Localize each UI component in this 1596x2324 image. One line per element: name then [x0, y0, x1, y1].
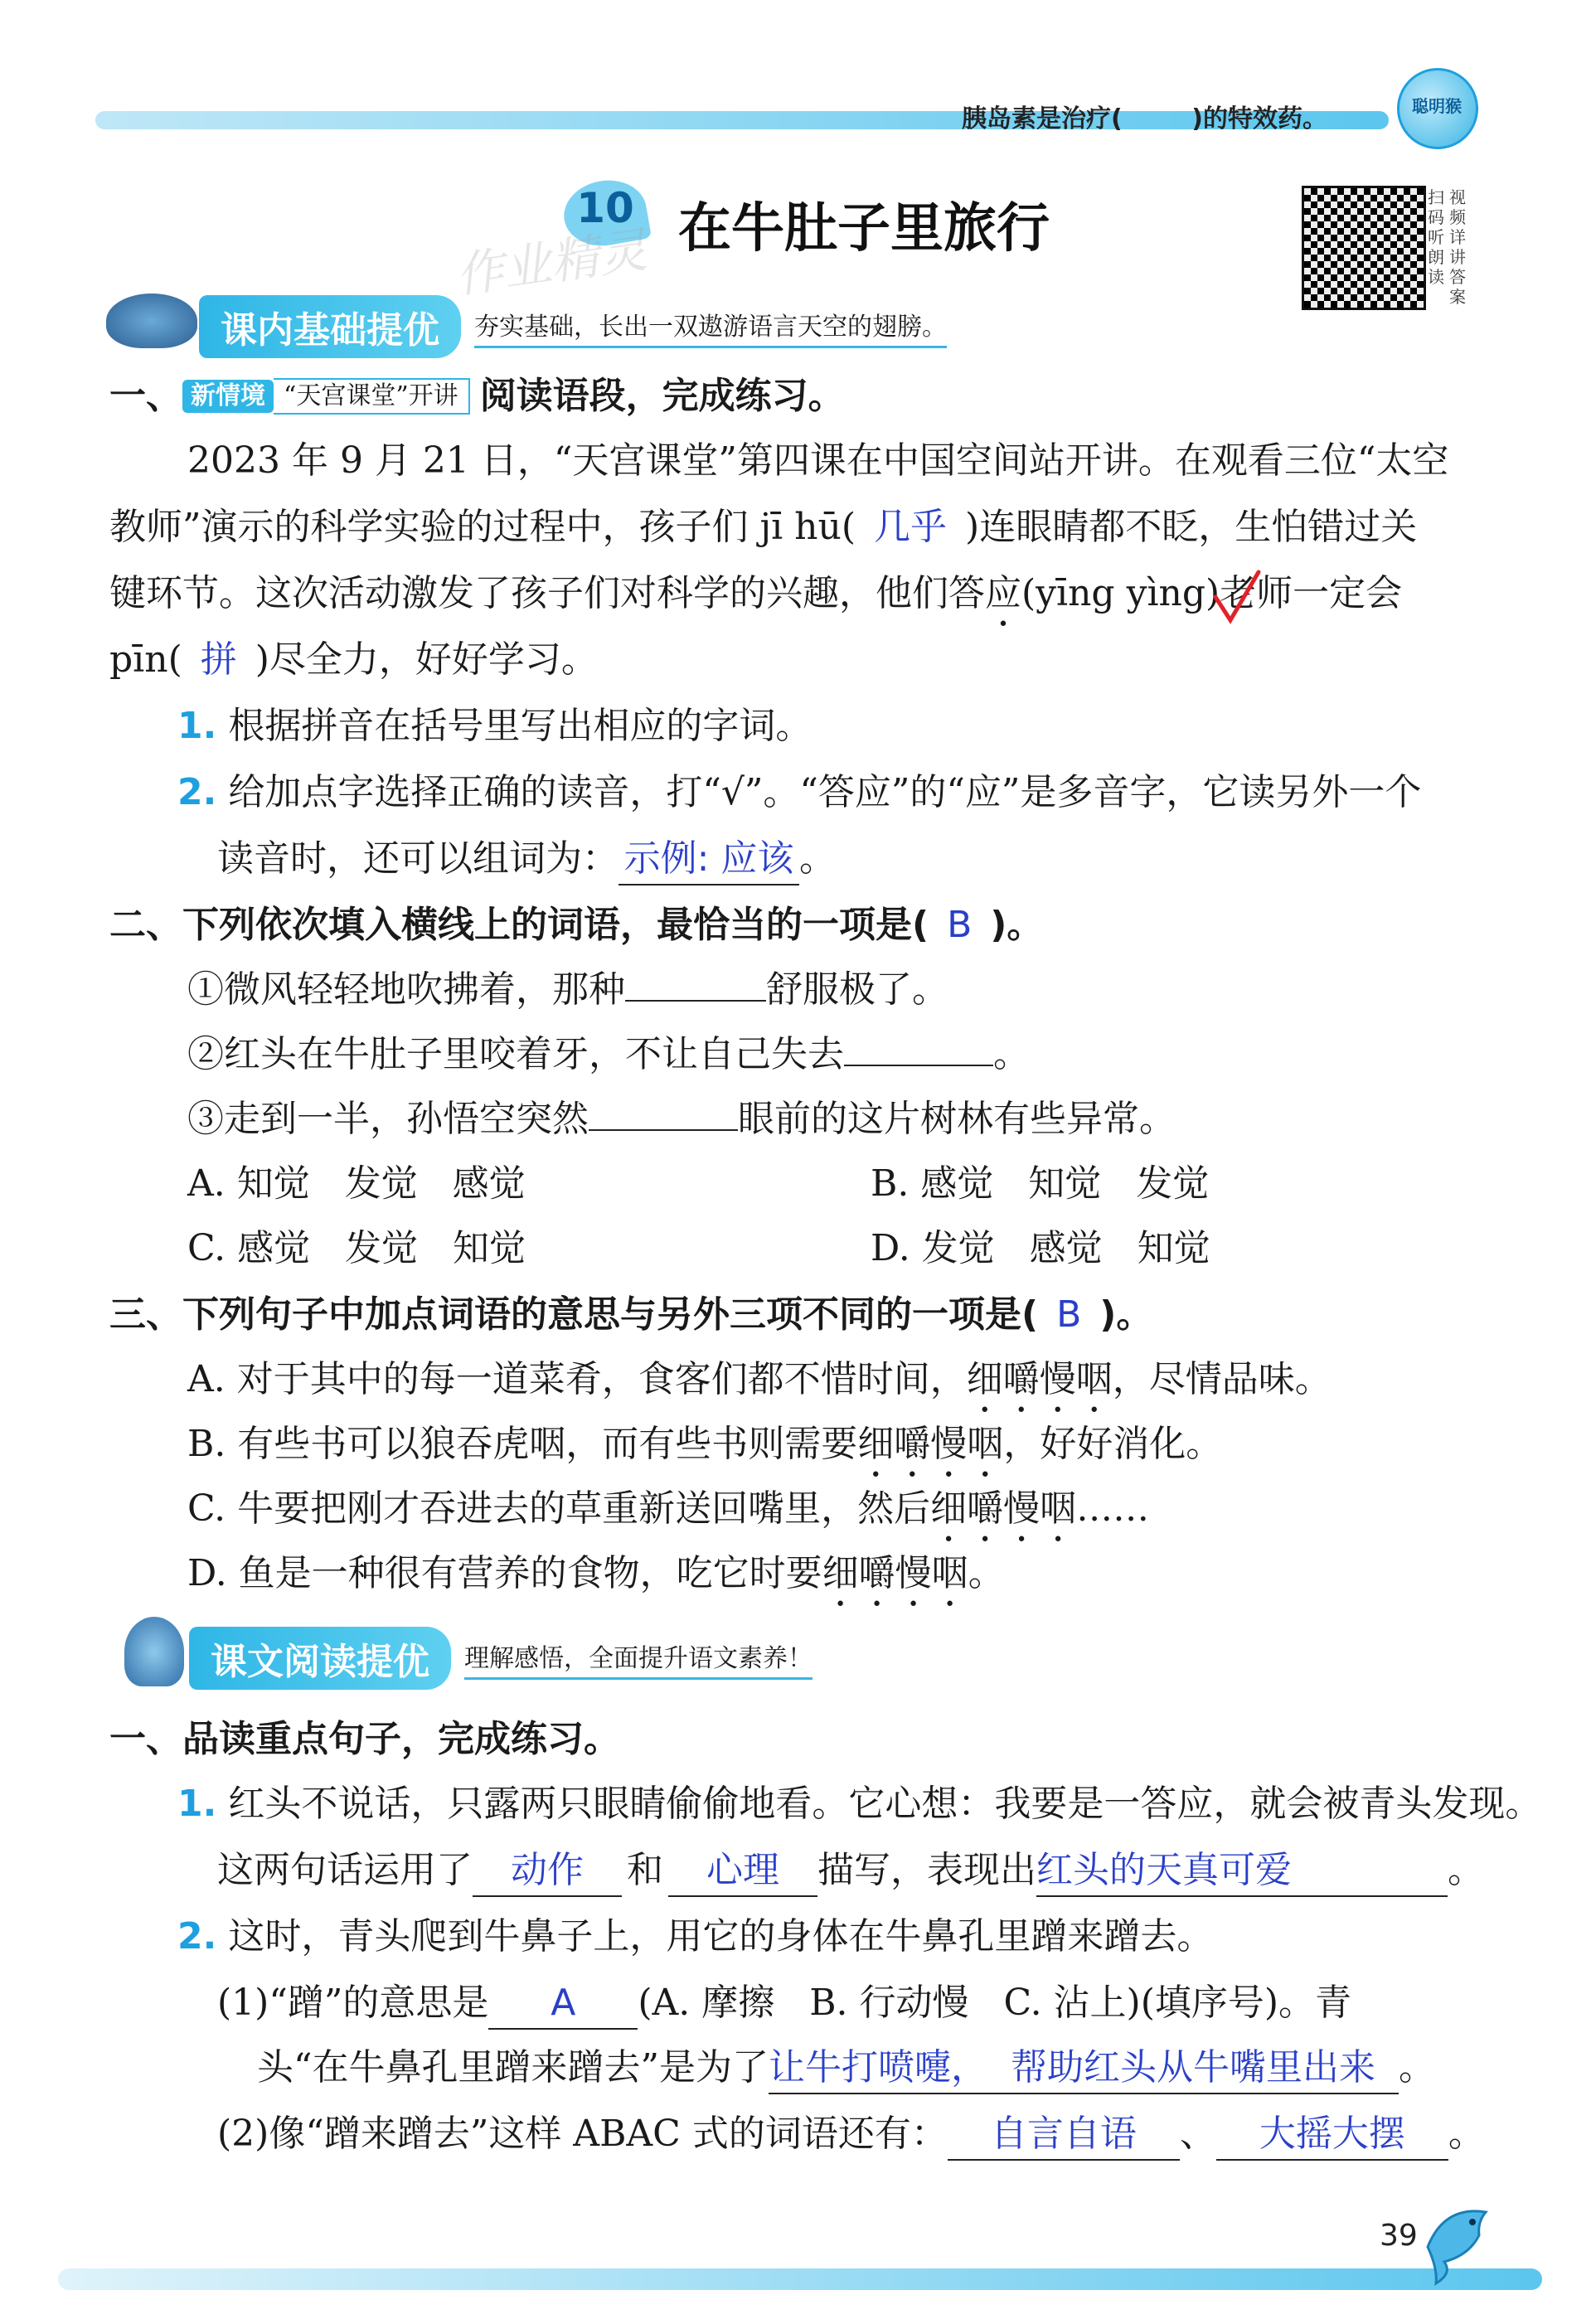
r1-q1-text-b: 描写，表现出 — [817, 1849, 1036, 1891]
q3-b-dotted: 细嚼慢咽 — [857, 1423, 1004, 1465]
q3-close: )。 — [1099, 1293, 1153, 1336]
q2-title-row — [109, 900, 1043, 950]
q2-line1 — [187, 965, 948, 1015]
header-hint: 胰岛素是治疗( )的特效药。 — [962, 104, 1327, 133]
q2-option-c: C. 感觉 发觉 知觉 — [187, 1227, 526, 1269]
footer-bar — [58, 2268, 1542, 2290]
qr-label-2: 视频详讲答案 — [1449, 187, 1466, 307]
q3-c-text-b: …… — [1076, 1487, 1150, 1530]
q1-sub1-number: 1. — [177, 705, 217, 747]
q1-tag: 新情境 — [182, 380, 274, 413]
r1-sub2-p3-period: 。 — [1448, 2113, 1485, 2155]
r1-sub2-p1-text-b: (A. 摩擦 B. 行动慢 C. 沾上)(填序号)。青 — [638, 1982, 1352, 2024]
q1-sub2 — [177, 768, 1421, 818]
r1-answer-abac-2: 大摇大摆 — [1216, 2109, 1448, 2161]
r1-answer-dongzuo: 动作 — [473, 1846, 622, 1897]
q3-a-text: A. 对于其中的每一道菜肴，食客们都不惜时间， — [187, 1358, 967, 1400]
r1-sub2-p2 — [257, 2043, 1435, 2094]
q1-p1: 2023 年 9 月 21 日，“天宫课堂”第四课在中国空间站开讲。在观看三位“太空 — [187, 439, 1449, 482]
q2-blank-3 — [589, 1129, 738, 1131]
r1-sub2-p3 — [217, 2109, 1485, 2161]
r1-q1-period: 。 — [1448, 1849, 1484, 1891]
q1-sub2-period: 。 — [799, 837, 836, 880]
q1-p2-text-b: )连眼睛都不眨，生怕错过关 — [965, 506, 1418, 548]
q2-option-b: B. 感觉 知觉 发觉 — [871, 1162, 1210, 1205]
r1-title: 一、品读重点句子，完成练习。 — [109, 1718, 620, 1760]
q1-p2 — [109, 502, 1417, 552]
r1-q1-text: 这两句话运用了 — [217, 1849, 473, 1891]
q1-p4-text: pīn( — [109, 638, 182, 681]
section2-mascot-icon — [124, 1617, 184, 1686]
q1-answer-jihu: 几乎 — [874, 506, 948, 548]
q3-option-d — [187, 1549, 1005, 1615]
r1-sub1-text: 红头不说话，只露两只眼睛偷偷地看。它心想：我要是一答应，就会被青头发现。 — [228, 1783, 1542, 1825]
q3-b-text-b: ，好好消化。 — [1003, 1423, 1223, 1465]
q3-a-text-b: ，尽情品味。 — [1112, 1358, 1332, 1400]
q2-l3-text: ③走到一半，孙悟空突然 — [187, 1098, 589, 1140]
r1-answer-biaoxian: 红头的天真可爱 — [1036, 1846, 1448, 1897]
check-mark-icon — [1212, 569, 1262, 630]
q1-sub2-line2 — [217, 834, 836, 885]
q2-l2-text: ②红头在牛肚子里咬着牙，不让自己失去 — [187, 1033, 844, 1075]
q1-title: 阅读语段，完成练习。 — [479, 375, 845, 417]
q1-tag-text: “天宫课堂”开讲 — [274, 378, 470, 415]
q3-c-text: C. 牛要把刚才吞进去的草重新送回嘴里，然后 — [187, 1487, 931, 1530]
q2-blank-1 — [625, 1000, 766, 1002]
q1-dotted-char: 应 — [985, 572, 1021, 614]
q3-title-row — [109, 1290, 1152, 1340]
r1-sub1-question — [217, 1846, 1484, 1897]
section2-badge: 课文阅读提优 — [189, 1627, 451, 1690]
q1-p4-text-b: )尽全力，好好学习。 — [255, 638, 598, 681]
section2-subtitle: 理解感悟，全面提升语文素养！ — [464, 1637, 813, 1680]
q1-sub2-number: 2. — [177, 771, 217, 813]
q3-d-text-b: 。 — [968, 1552, 1005, 1594]
q2-title: 二、下列依次填入横线上的词语，最恰当的一项是( — [109, 904, 929, 946]
q2-blank-2 — [844, 1065, 993, 1066]
section2-header — [189, 1627, 813, 1690]
q1-answer-pin: 拼 — [200, 638, 237, 681]
r1-answer-purpose: 让牛打喷嚏， 帮助红头从牛嘴里出来 — [769, 2043, 1399, 2094]
q2-l1-text: ①微风轻轻地吹拂着，那种 — [187, 968, 625, 1011]
r1-sub2-p2-period: 。 — [1399, 2046, 1435, 2089]
r1-sub2-text: 这时，青头爬到牛鼻子上，用它的身体在牛鼻孔里蹭来蹭去。 — [228, 1915, 1214, 1958]
r1-sub2-p3-text: (2)像“蹭来蹭去”这样 ABAC 式的词语还有： — [217, 2113, 948, 2155]
q1-p2-text: 教师”演示的科学实验的过程中，孩子们 jī hū( — [109, 506, 856, 548]
q3-d-text: D. 鱼是一种很有营养的食物，吃它时要 — [187, 1552, 822, 1594]
q3-option-c — [187, 1484, 1149, 1550]
q2-l3-text-b: 眼前的这片树林有些异常。 — [738, 1098, 1176, 1140]
r1-sub2-sep: 、 — [1179, 2113, 1216, 2155]
r1-sub2-p1 — [217, 1978, 1351, 2030]
q1-prefix: 一、 — [109, 375, 182, 417]
r1-sub2-number: 2. — [177, 1915, 217, 1958]
q2-close: )。 — [990, 904, 1044, 946]
section1-mascot-icon — [106, 294, 197, 348]
qr-label: 扫码听朗读 — [1428, 187, 1444, 287]
r1-sub2-p1-text: (1)“蹭”的意思是 — [217, 1982, 489, 2024]
r1-answer-abac-1: 自言自语 — [948, 2109, 1180, 2161]
q1-p3-text: 键环节。这次活动激发了孩子们对科学的兴趣，他们答 — [109, 572, 985, 614]
q1-sub2-text-b: 读音时，还可以组词为： — [217, 837, 619, 880]
r1-sub2-p2-text: 头“在牛鼻孔里蹭来蹭去”是为了 — [257, 2046, 769, 2089]
q3-a-dotted: 细嚼慢咽 — [966, 1358, 1113, 1400]
q2-line2 — [187, 1030, 1030, 1080]
r1-q1-he: 和 — [627, 1849, 663, 1891]
watermark: 作业精灵 — [452, 221, 651, 304]
q3-b-text: B. 有些书可以狼吞虎咽，而有些书则需要 — [187, 1423, 858, 1465]
q3-d-dotted: 细嚼慢咽 — [822, 1552, 968, 1594]
q2-l2-text-b: 。 — [993, 1033, 1030, 1075]
q2-option-a: A. 知觉 发觉 感觉 — [187, 1162, 526, 1205]
r1-sub2 — [177, 1912, 1213, 1962]
q1-sub1 — [177, 701, 812, 751]
section1-header — [199, 295, 947, 358]
q1-p3-text-b: (yīng yìng)老师一定会 — [1021, 572, 1403, 614]
page-number: 39 — [1380, 2219, 1418, 2253]
r1-answer-ceng: A — [488, 1978, 638, 2030]
q1-title-row — [109, 371, 845, 421]
q2-answer: B — [947, 904, 973, 946]
r1-sub1-number: 1. — [177, 1783, 217, 1825]
q3-c-dotted: 细嚼慢咽 — [930, 1487, 1077, 1530]
q2-line3 — [187, 1094, 1176, 1144]
q1-sub2-text: 给加点字选择正确的读音，打“√”。“答应”的“应”是多音字，它读另外一个 — [228, 771, 1422, 813]
q2-l1-text-b: 舒服极了。 — [766, 968, 948, 1011]
q3-title: 三、下列句子中加点词语的意思与另外三项不同的一项是( — [109, 1293, 1039, 1336]
q1-p4 — [109, 635, 598, 685]
lesson-number: 10 — [576, 184, 634, 232]
q1-sub1-text: 根据拼音在括号里写出相应的字词。 — [228, 705, 813, 747]
q1-p3 — [109, 569, 1402, 635]
q3-option-a — [187, 1355, 1332, 1421]
section1-badge: 课内基础提优 — [199, 295, 461, 358]
r1-sub1 — [177, 1779, 1541, 1829]
q3-option-b — [187, 1419, 1222, 1486]
q1-answer-zuci: 示例: 应该 — [619, 834, 799, 885]
mascot-label: 聪明猴 — [1412, 96, 1462, 116]
section1-subtitle: 夯实基础，长出一双遨游语言天空的翅膀。 — [474, 306, 947, 348]
q2-option-d: D. 发觉 感觉 知觉 — [871, 1227, 1210, 1269]
dolphin-icon — [1419, 2197, 1499, 2292]
r1-answer-xinli: 心理 — [668, 1846, 817, 1897]
lesson-title: 在牛肚子里旅行 — [678, 198, 1050, 260]
q3-answer: B — [1056, 1293, 1082, 1336]
qr-code[interactable] — [1302, 186, 1426, 310]
